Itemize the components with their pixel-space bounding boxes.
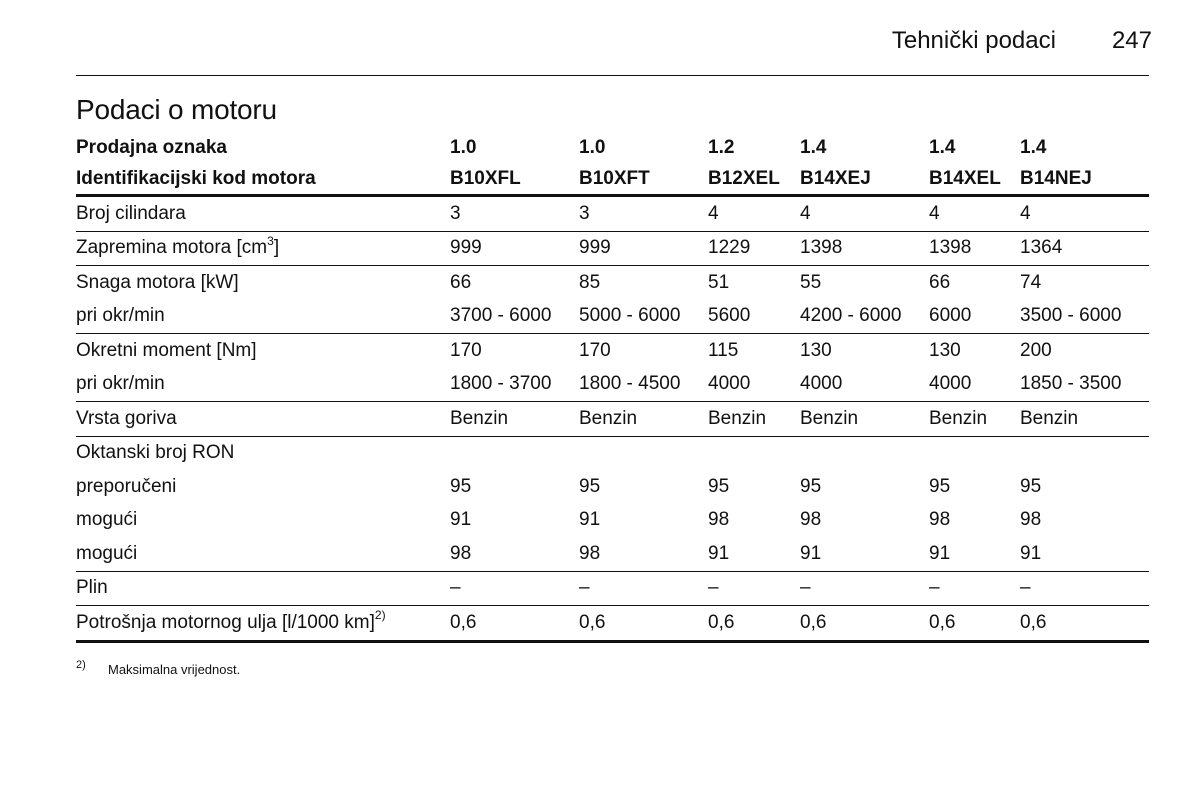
table-cell: 0,6 <box>579 606 708 642</box>
table-cell: – <box>708 571 800 606</box>
table-row <box>76 266 1149 300</box>
row-label-superscript: 3 <box>267 233 274 248</box>
table-cell: Benzin <box>800 402 929 437</box>
table-cell: 1398 <box>929 231 1020 266</box>
table-cell: 5000 - 6000 <box>579 300 708 334</box>
table-cell: 0,6 <box>708 606 800 642</box>
row-label <box>76 537 450 571</box>
header-divider <box>76 75 1149 76</box>
row-label-text: pri okr/min <box>76 373 165 395</box>
table-cell: 170 <box>579 339 611 361</box>
table-cell: 3500 - 6000 <box>1020 300 1149 334</box>
footnote <box>76 659 241 677</box>
table-cell: 91 <box>450 509 472 531</box>
table-cell: 999 <box>579 231 708 266</box>
row-label-text: pri okr/min <box>76 305 165 327</box>
table-cell: 115 <box>708 339 739 361</box>
header-cell: B12XEL <box>708 163 800 196</box>
table-cell: Benzin <box>1020 402 1149 437</box>
page-title: Podaci o motoru <box>76 94 277 125</box>
header-cell: B14XEL <box>929 163 1020 196</box>
row-label <box>76 334 450 368</box>
row-label-text: Plin <box>76 577 108 599</box>
table-cell: 95 <box>579 475 601 497</box>
table-cell <box>1020 436 1149 470</box>
header-row <box>76 163 1149 196</box>
row-label-text: Oktanski broj RON <box>76 442 235 464</box>
row-label <box>76 504 450 538</box>
row-label-superscript: 2) <box>374 608 386 623</box>
row-label <box>76 196 450 232</box>
header-cell: B10XFT <box>579 163 708 196</box>
table-cell <box>800 436 929 470</box>
footnote-mark: 2) <box>76 659 86 671</box>
table-cell: 98 <box>450 537 579 571</box>
table-body <box>76 196 1149 642</box>
table-cell: 98 <box>579 537 708 571</box>
table-row <box>76 606 1149 642</box>
table-cell: 91 <box>708 537 800 571</box>
row-label-text: mogući <box>76 542 138 564</box>
table-cell: 4000 <box>800 368 929 402</box>
row-label <box>76 368 450 402</box>
table-cell: 1800 - 4500 <box>579 368 708 402</box>
header-cell: 1.0 <box>450 136 477 158</box>
row-label-text: Snaga motora [kW] <box>76 271 239 293</box>
table-row <box>76 231 1149 266</box>
table-cell: 85 <box>579 271 601 293</box>
row-label <box>76 231 450 266</box>
table-cell: 95 <box>929 475 951 497</box>
page-header <box>76 26 1152 56</box>
row-label <box>76 402 450 437</box>
table-cell: 1364 <box>1020 231 1149 266</box>
row-label-text: Broj cilindara <box>76 202 186 224</box>
table-row <box>76 436 1149 470</box>
header-label: Identifikacijski kod motora <box>76 163 450 196</box>
table-cell: Benzin <box>450 402 579 437</box>
row-label-suffix: ] <box>273 237 280 259</box>
table-cell: Benzin <box>929 402 1020 437</box>
table-cell: 98 <box>800 509 822 531</box>
page-number: 247 <box>1111 27 1152 54</box>
row-label <box>76 300 450 334</box>
table-cell: 91 <box>579 509 601 531</box>
header-cell: 1.0 <box>579 136 606 158</box>
table-cell <box>708 436 800 470</box>
table-cell: 6000 <box>929 300 1020 334</box>
table-cell <box>450 436 579 470</box>
table-cell: 170 <box>450 339 482 361</box>
table-row <box>76 368 1149 402</box>
table-cell: 95 <box>450 475 472 497</box>
table-cell <box>929 436 1020 470</box>
table-row <box>76 504 1149 538</box>
row-label <box>76 470 450 504</box>
table-row <box>76 196 1149 232</box>
table-cell: 4000 <box>929 368 1020 402</box>
table-cell: 4 <box>1020 196 1149 232</box>
table-cell: 95 <box>800 475 822 497</box>
table-cell: – <box>929 571 1020 606</box>
header-cell: B10XFL <box>450 163 579 196</box>
table-cell: 1229 <box>708 231 800 266</box>
header-cell: 1.4 <box>800 136 827 158</box>
table-row <box>76 402 1149 437</box>
header-cell: 1.2 <box>708 136 735 158</box>
table-cell: – <box>579 571 708 606</box>
table-cell: 66 <box>450 271 472 293</box>
footnote-text: Maksimalna vrijednost. <box>108 662 241 677</box>
row-label-text: mogući <box>76 509 138 531</box>
table-cell <box>579 436 708 470</box>
table-cell: 3 <box>450 196 579 232</box>
table-header <box>76 132 1149 196</box>
table-cell: 130 <box>800 339 832 361</box>
table-cell: 91 <box>929 537 1020 571</box>
table-cell: 55 <box>800 271 822 293</box>
table-cell: 130 <box>929 339 961 361</box>
table-cell: 4 <box>708 196 800 232</box>
table-row <box>76 537 1149 571</box>
table-cell: Benzin <box>579 402 708 437</box>
row-label <box>76 606 450 642</box>
engine-spec-table <box>76 132 1149 643</box>
header-row <box>76 132 1149 163</box>
table-cell: 51 <box>708 271 730 293</box>
table-cell: 0,6 <box>929 606 1020 642</box>
table-row <box>76 571 1149 606</box>
row-label <box>76 571 450 606</box>
table-cell: 74 <box>1020 271 1042 293</box>
table-cell: 4 <box>929 196 1020 232</box>
table-cell: 4000 <box>708 368 800 402</box>
table-cell: – <box>450 571 579 606</box>
table-cell: 5600 <box>708 300 800 334</box>
table-cell: 98 <box>1020 509 1042 531</box>
table-cell: 91 <box>800 537 929 571</box>
table-cell: 999 <box>450 231 579 266</box>
table-cell: 3700 - 6000 <box>450 300 579 334</box>
row-label-text: Okretni moment [Nm] <box>76 339 257 361</box>
header-label: Prodajna oznaka <box>76 136 227 158</box>
table-cell: – <box>800 571 929 606</box>
row-label-text: preporučeni <box>76 475 177 497</box>
table-row <box>76 470 1149 504</box>
table-cell: 0,6 <box>800 606 929 642</box>
table-cell: 66 <box>929 271 951 293</box>
table-cell: 4 <box>800 196 929 232</box>
row-label-text: Vrsta goriva <box>76 407 177 429</box>
table-cell: 1800 - 3700 <box>450 368 579 402</box>
table-cell: 4200 - 6000 <box>800 300 929 334</box>
table-cell: 0,6 <box>450 606 579 642</box>
section-title: Tehnički podaci <box>891 27 1056 54</box>
table-cell: Benzin <box>708 402 800 437</box>
row-label <box>76 436 450 470</box>
table-cell: 3 <box>579 196 708 232</box>
table-cell: 0,6 <box>1020 606 1149 642</box>
table-cell: 95 <box>708 475 730 497</box>
table-cell: 1850 - 3500 <box>1020 368 1149 402</box>
row-label-text: Potrošnja motornog ulja [l/1000 km] <box>76 611 375 633</box>
table-cell: 200 <box>1020 339 1052 361</box>
header-cell: 1.4 <box>1020 136 1047 158</box>
table-row <box>76 334 1149 368</box>
header-cell: B14XEJ <box>800 163 929 196</box>
table-cell: 98 <box>708 509 730 531</box>
header-cell: 1.4 <box>929 136 956 158</box>
row-label <box>76 266 450 300</box>
table-cell: 95 <box>1020 475 1042 497</box>
table-cell: 98 <box>929 509 951 531</box>
table-row <box>76 300 1149 334</box>
header-cell: B14NEJ <box>1020 163 1149 196</box>
table-cell: 1398 <box>800 231 929 266</box>
table-cell: 91 <box>1020 537 1149 571</box>
row-label-text: Zapremina motora [cm <box>76 237 268 259</box>
table-cell: – <box>1020 571 1149 606</box>
